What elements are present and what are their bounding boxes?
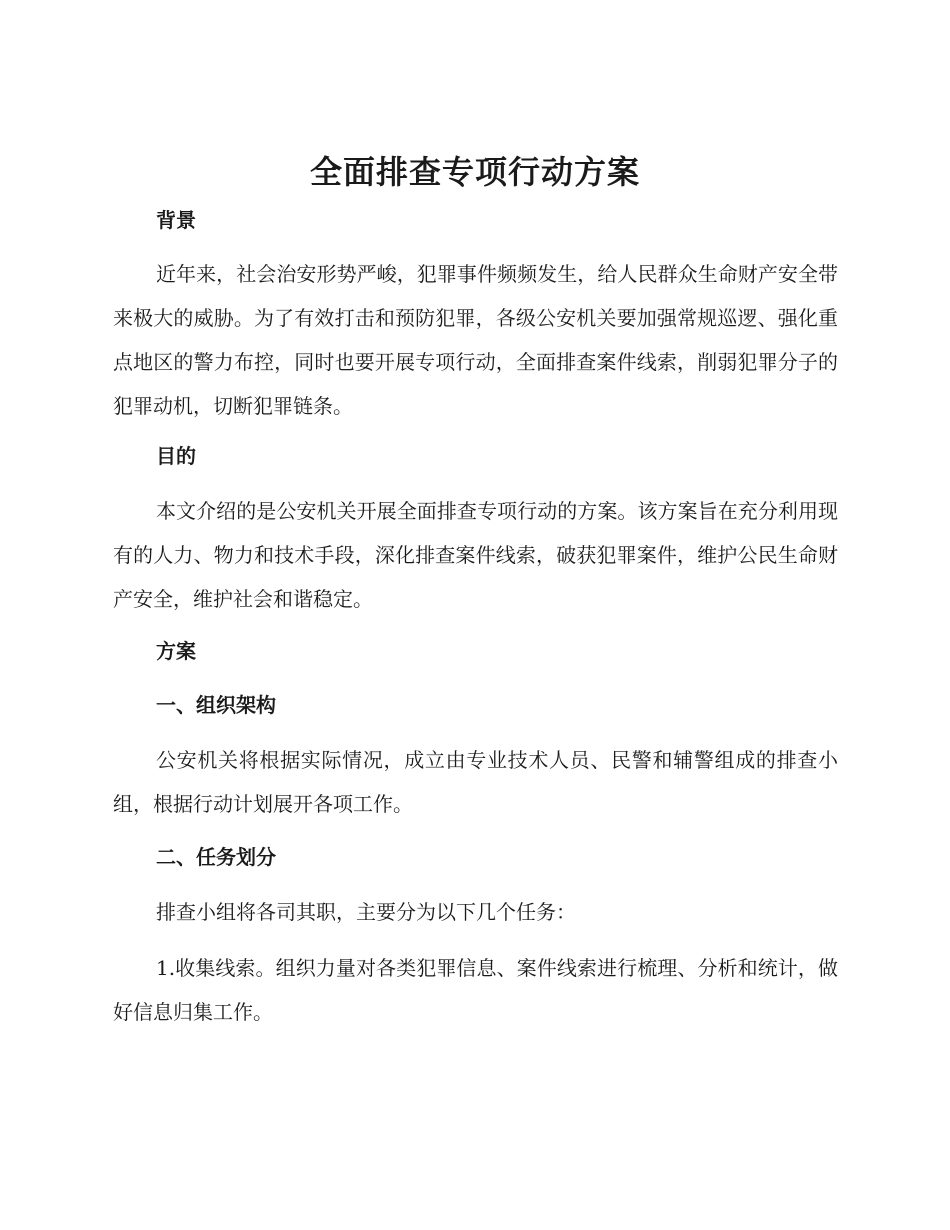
paragraph-task-intro: 排查小组将各司其职，主要分为以下几个任务： xyxy=(156,900,576,924)
section-heading-tasks: 二、任务划分 xyxy=(156,845,276,869)
section-heading-organization: 一、组织架构 xyxy=(156,693,276,717)
paragraph-organization: 公安机关将根据实际情况，成立由专业技术人员、民警和辅警组成的排查小组，根据行动计划展开各项工作。 xyxy=(113,748,838,816)
section-heading-purpose: 目的 xyxy=(156,444,196,468)
paragraph-background: 近年来，社会治安形势严峻，犯罪事件频频发生，给人民群众生命财产安全带来极大的威胁。为了有效打击和预防犯罪，各级公安机关要加强常规巡逻、强化重点地区的警力布控，同时也要开展专项行动，全面排查案件线索，削弱犯罪分子的犯罪动机，切断犯罪链条。 xyxy=(113,262,838,418)
section-heading-background: 背景 xyxy=(156,208,196,232)
paragraph-purpose: 本文介绍的是公安机关开展全面排查专项行动的方案。该方案旨在充分利用现有的人力、物力和技术手段，深化排查案件线索，破获犯罪案件，维护公民生命财产安全，维护社会和谐稳定。 xyxy=(113,499,838,611)
document-title: 全面排查专项行动方案 xyxy=(309,153,640,191)
paragraph-task-item-1: 1.收集线索。组织力量对各类犯罪信息、案件线索进行梳理、分析和统计，做好信息归集工作。 xyxy=(113,956,838,1024)
section-heading-plan: 方案 xyxy=(156,639,196,663)
